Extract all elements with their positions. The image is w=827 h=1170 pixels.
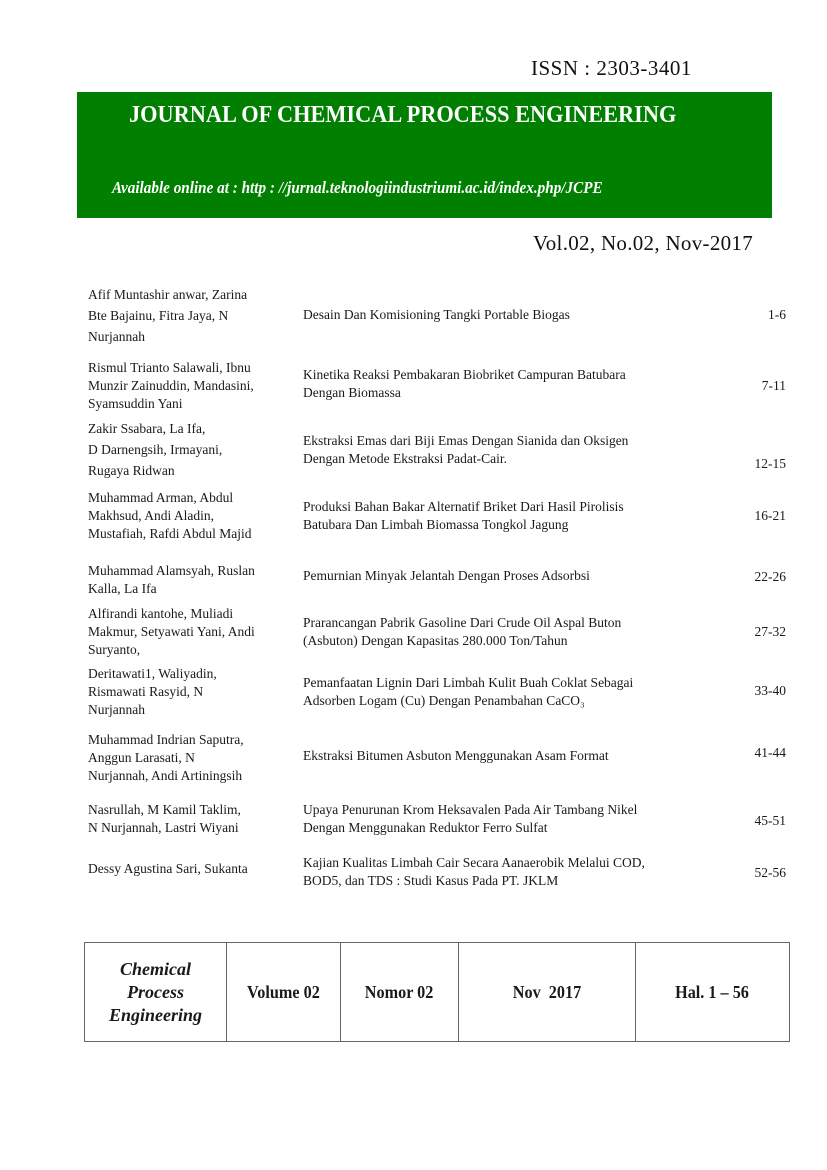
entry-pages: 22-26 xyxy=(754,569,786,584)
entry-pages: 16-21 xyxy=(754,508,786,523)
author-line: N Nurjannah, Lastri Wiyani xyxy=(88,820,239,835)
author-line: Deritawati1, Waliyadin, xyxy=(88,666,217,681)
author-line: Rismawati Rasyid, N xyxy=(88,684,204,699)
entry-pages: 41-44 xyxy=(754,745,786,760)
author-line: Mustafiah, Rafdi Abdul Majid xyxy=(88,526,252,541)
entry-authors xyxy=(88,860,293,878)
entry-title[interactable] xyxy=(303,498,723,534)
title-line: Ekstraksi Bitumen Asbuton Menggunakan Asam Format xyxy=(303,748,609,763)
nomor-label: Nomor 02 xyxy=(365,981,434,1002)
pages-cell xyxy=(636,943,789,1041)
pages-label: Hal. 1 – 56 xyxy=(675,981,750,1002)
author-line: Alfirandi kantohe, Muliadi xyxy=(88,606,234,621)
title-line: Prarancangan Pabrik Gasoline Dari Crude Oil Aspal Buton xyxy=(303,615,622,630)
title-line: Produksi Bahan Bakar Alternatif Briket Dari Hasil Pirolisis xyxy=(303,499,624,514)
nomor-cell xyxy=(341,943,459,1041)
author-line: Munzir Zainuddin, Mandasini, xyxy=(88,378,254,393)
entry-authors xyxy=(88,359,293,413)
entry-title[interactable] xyxy=(303,614,723,650)
author-line: Rismul Trianto Salawali, Ibnu xyxy=(88,360,251,375)
author-line: Makhsud, Andi Aladin, xyxy=(88,508,215,523)
entry-title[interactable] xyxy=(303,306,723,324)
author-line: Nasrullah, M Kamil Taklim, xyxy=(88,802,241,817)
entry-title[interactable] xyxy=(303,432,723,468)
entry-pages: 12-15 xyxy=(754,456,786,471)
author-line: Makmur, Setyawati Yani, Andi xyxy=(88,624,255,639)
date-label: Nov 2017 xyxy=(512,981,582,1002)
entry-authors xyxy=(88,605,293,659)
title-line: Pemurnian Minyak Jelantah Dengan Proses Adsorbsi xyxy=(303,568,590,583)
entry-pages: 7-11 xyxy=(761,378,786,393)
title-line: Pemanfaatan Lignin Dari Limbah Kulit Buah Coklat Sebagai xyxy=(303,675,634,690)
entry-pages: 27-32 xyxy=(754,624,786,639)
author-line: Afif Muntashir anwar, Zarina xyxy=(88,287,248,302)
author-line: Bte Bajainu, Fitra Jaya, N xyxy=(88,308,229,323)
date-cell xyxy=(459,943,636,1041)
journal-name-line: Chemical xyxy=(120,958,191,979)
title-line: Kajian Kualitas Limbah Cair Secara Aanaerobik Melalui COD, xyxy=(303,855,645,870)
available-online-link[interactable]: Available online at : http : //jurnal.teknologiindustriumi.ac.id/index.php/JCPE xyxy=(112,178,603,197)
title-line: Adsorben Logam (Cu) Dengan Penambahan CaCO₃ xyxy=(303,693,585,708)
issue-info-table xyxy=(84,942,790,1042)
title-line: Desain Dan Komisioning Tangki Portable Biogas xyxy=(303,307,570,322)
entry-title[interactable] xyxy=(303,801,723,837)
journal-name-line: Engineering xyxy=(108,1004,203,1025)
entry-title[interactable] xyxy=(303,567,723,585)
author-line: Nurjannah xyxy=(88,702,145,717)
entry-pages: 52-56 xyxy=(754,865,786,880)
author-line: Kalla, La Ifa xyxy=(88,581,157,596)
entry-title[interactable] xyxy=(303,854,723,890)
journal-banner xyxy=(77,92,772,218)
author-line: Zakir Ssabara, La Ifa, xyxy=(88,421,206,436)
journal-name-cell xyxy=(85,943,227,1041)
entry-title[interactable] xyxy=(303,674,723,710)
author-line: D Darnengsih, Irmayani, xyxy=(88,442,223,457)
journal-name-line: Process xyxy=(127,981,184,1002)
author-line: Nurjannah, Andi Artiningsih xyxy=(88,768,243,783)
author-line: Suryanto, xyxy=(88,642,141,657)
title-line: Dengan Biomassa xyxy=(303,385,401,400)
author-line: Syamsuddin Yani xyxy=(88,396,183,411)
author-line: Muhammad Arman, Abdul xyxy=(88,490,234,505)
volume-issue-line: Vol.02, No.02, Nov-2017 xyxy=(533,231,754,255)
issn-number: ISSN : 2303-3401 xyxy=(531,56,692,80)
entry-pages: 1-6 xyxy=(768,307,786,322)
volume-cell xyxy=(227,943,341,1041)
author-line: Anggun Larasati, N xyxy=(88,750,195,765)
author-line: Muhammad Indrian Saputra, xyxy=(88,732,244,747)
title-line: Upaya Penurunan Krom Heksavalen Pada Air Tambang Nikel xyxy=(303,802,638,817)
journal-title: JOURNAL OF CHEMICAL PROCESS ENGINEERING xyxy=(129,102,677,128)
author-line: Dessy Agustina Sari, Sukanta xyxy=(88,861,248,876)
title-line: Kinetika Reaksi Pembakaran Biobriket Campuran Batubara xyxy=(303,367,626,382)
title-line: (Asbuton) Dengan Kapasitas 280.000 Ton/Tahun xyxy=(303,633,568,648)
author-line: Rugaya Ridwan xyxy=(88,463,175,478)
entry-pages: 45-51 xyxy=(754,813,786,828)
entry-authors xyxy=(88,418,293,481)
title-line: Dengan Metode Ekstraksi Padat-Cair. xyxy=(303,451,507,466)
entry-authors xyxy=(88,284,293,347)
entry-pages: 33-40 xyxy=(754,683,786,698)
entry-authors xyxy=(88,562,293,598)
volume-label: Volume 02 xyxy=(247,981,320,1002)
title-line: BOD5, dan TDS : Studi Kasus Pada PT. JKLM xyxy=(303,873,559,888)
title-line: Batubara Dan Limbah Biomassa Tongkol Jagung xyxy=(303,517,569,532)
entry-authors xyxy=(88,665,293,719)
entry-authors xyxy=(88,489,293,543)
entry-title[interactable] xyxy=(303,366,723,402)
entry-authors xyxy=(88,801,293,837)
entry-authors xyxy=(88,731,293,785)
title-line: Ekstraksi Emas dari Biji Emas Dengan Sianida dan Oksigen xyxy=(303,433,629,448)
author-line: Muhammad Alamsyah, Ruslan xyxy=(88,563,255,578)
title-line: Dengan Menggunakan Reduktor Ferro Sulfat xyxy=(303,820,548,835)
author-line: Nurjannah xyxy=(88,329,145,344)
entry-title[interactable] xyxy=(303,747,723,765)
